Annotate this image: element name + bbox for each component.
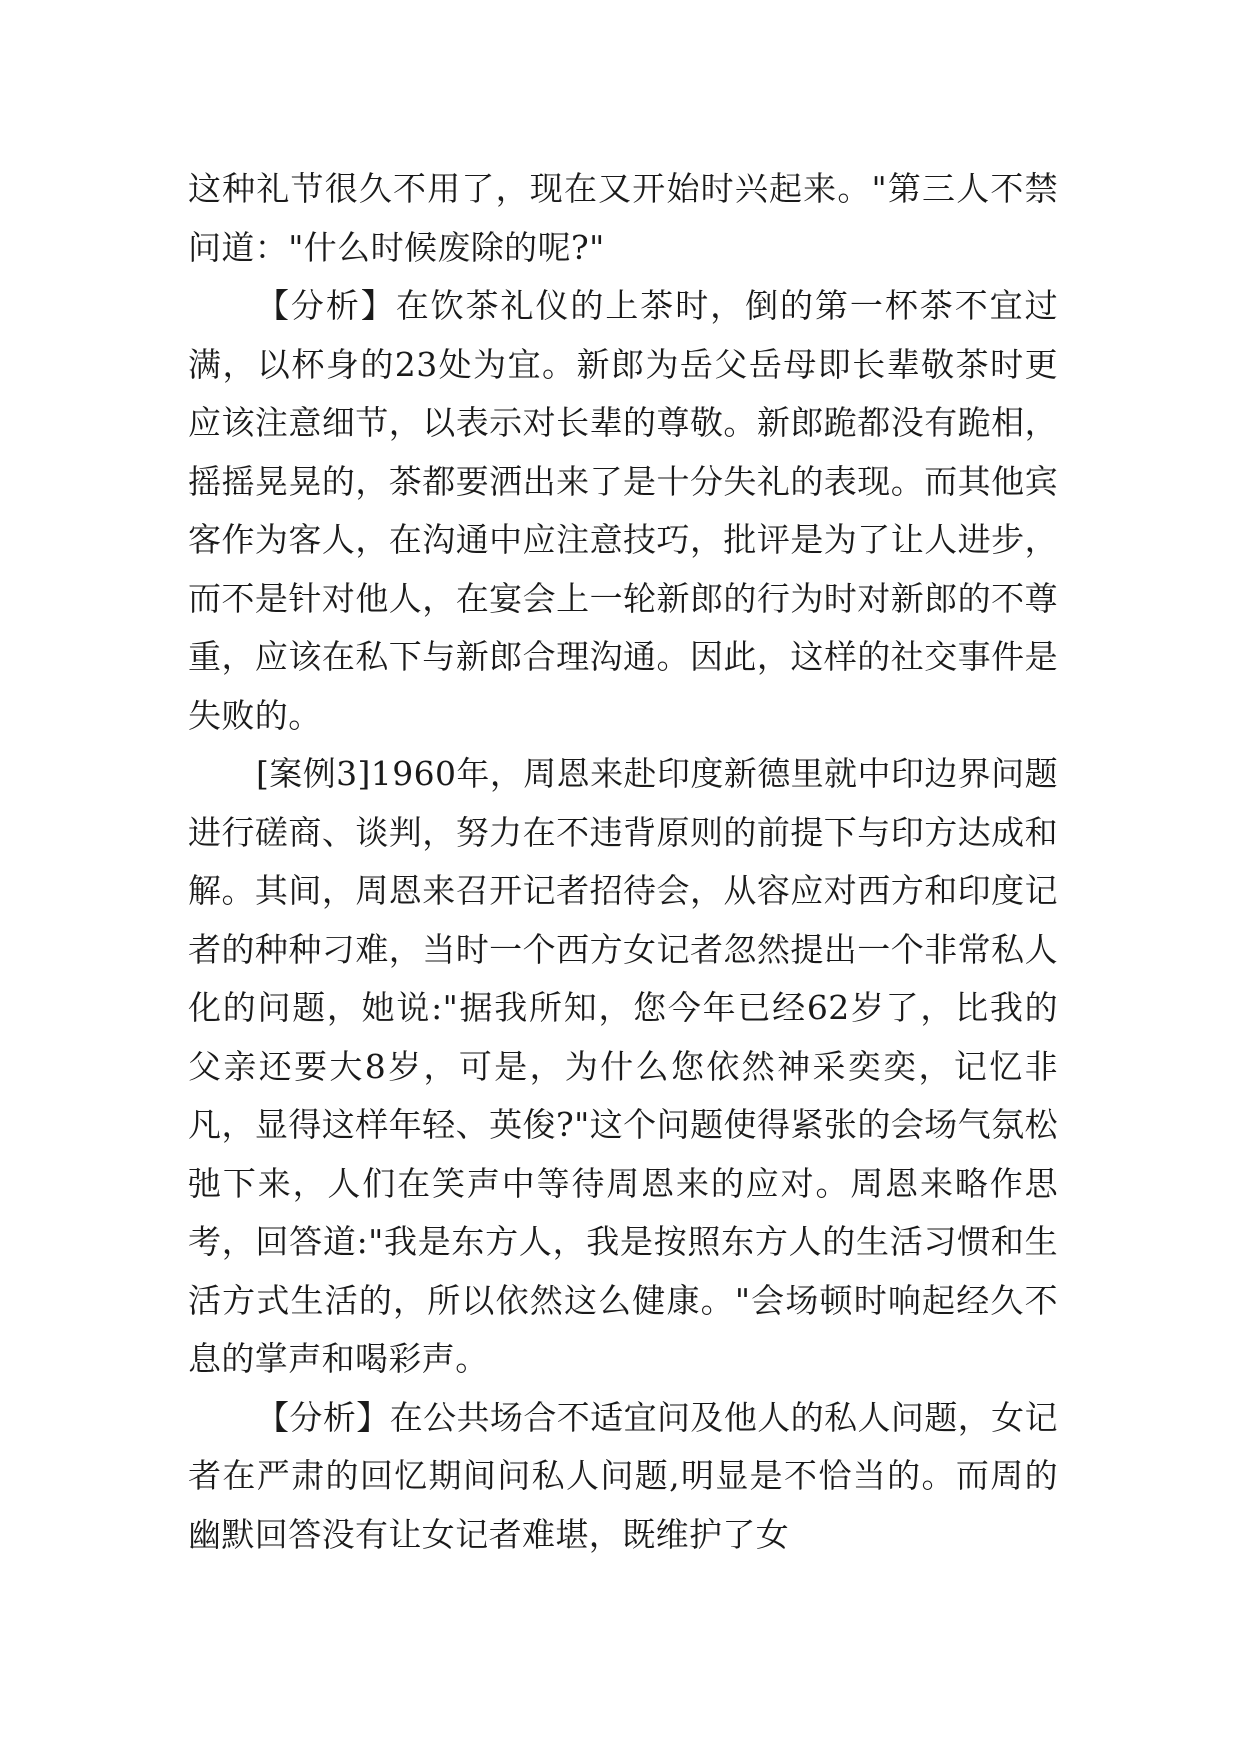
paragraph-1: 这种礼节很久不用了，现在又开始时兴起来。"第三人不禁问道："什么时候废除的呢?": [188, 169, 1058, 267]
body-text: [188, 160, 1058, 1564]
paragraph-2: 【分析】在饮茶礼仪的上茶时，倒的第一杯茶不宜过满，以杯身的23处为宜。新郎为岳父岳母即长辈敬茶时更应该注意细节，以表示对长辈的尊敬。新郎跪都没有跪相，摇摇晃晃的，茶都要洒出来了是十分失礼的表现。而其他宾客作为客人，在沟通中应注意技巧，批评是为了让人进步，而不是针对他人，在宴会上一轮新郎的行为时对新郎的不尊重，应该在私下与新郎合理沟通。因此，这样的社交事件是失败的。: [188, 286, 1058, 735]
paragraph-3: [案例3]1960年，周恩来赴印度新德里就中印边界问题进行磋商、谈判，努力在不违背原则的前提下与印方达成和解。其间，周恩来召开记者招待会，从容应对西方和印度记者的种种刁难，当时一个西方女记者忽然提出一个非常私人化的问题，她说:"据我所知，您今年已经62岁了，比我的父亲还要大8岁，可是，为什么您依然神采奕奕，记忆非凡，显得这样年轻、英俊?"这个问题使得紧张的会场气氛松弛下来，人们在笑声中等待周恩来的应对。周恩来略作思考，回答道:"我是东方人，我是按照东方人的生活习惯和生活方式生活的，所以依然这么健康。"会场顿时响起经久不息的掌声和喝彩声。: [188, 754, 1058, 1378]
paragraph-4: 【分析】在公共场合不适宜问及他人的私人问题，女记者在严肃的回忆期间问私人问题,明显是不恰当的。而周的幽默回答没有让女记者难堪，既维护了女: [188, 1397, 1058, 1554]
